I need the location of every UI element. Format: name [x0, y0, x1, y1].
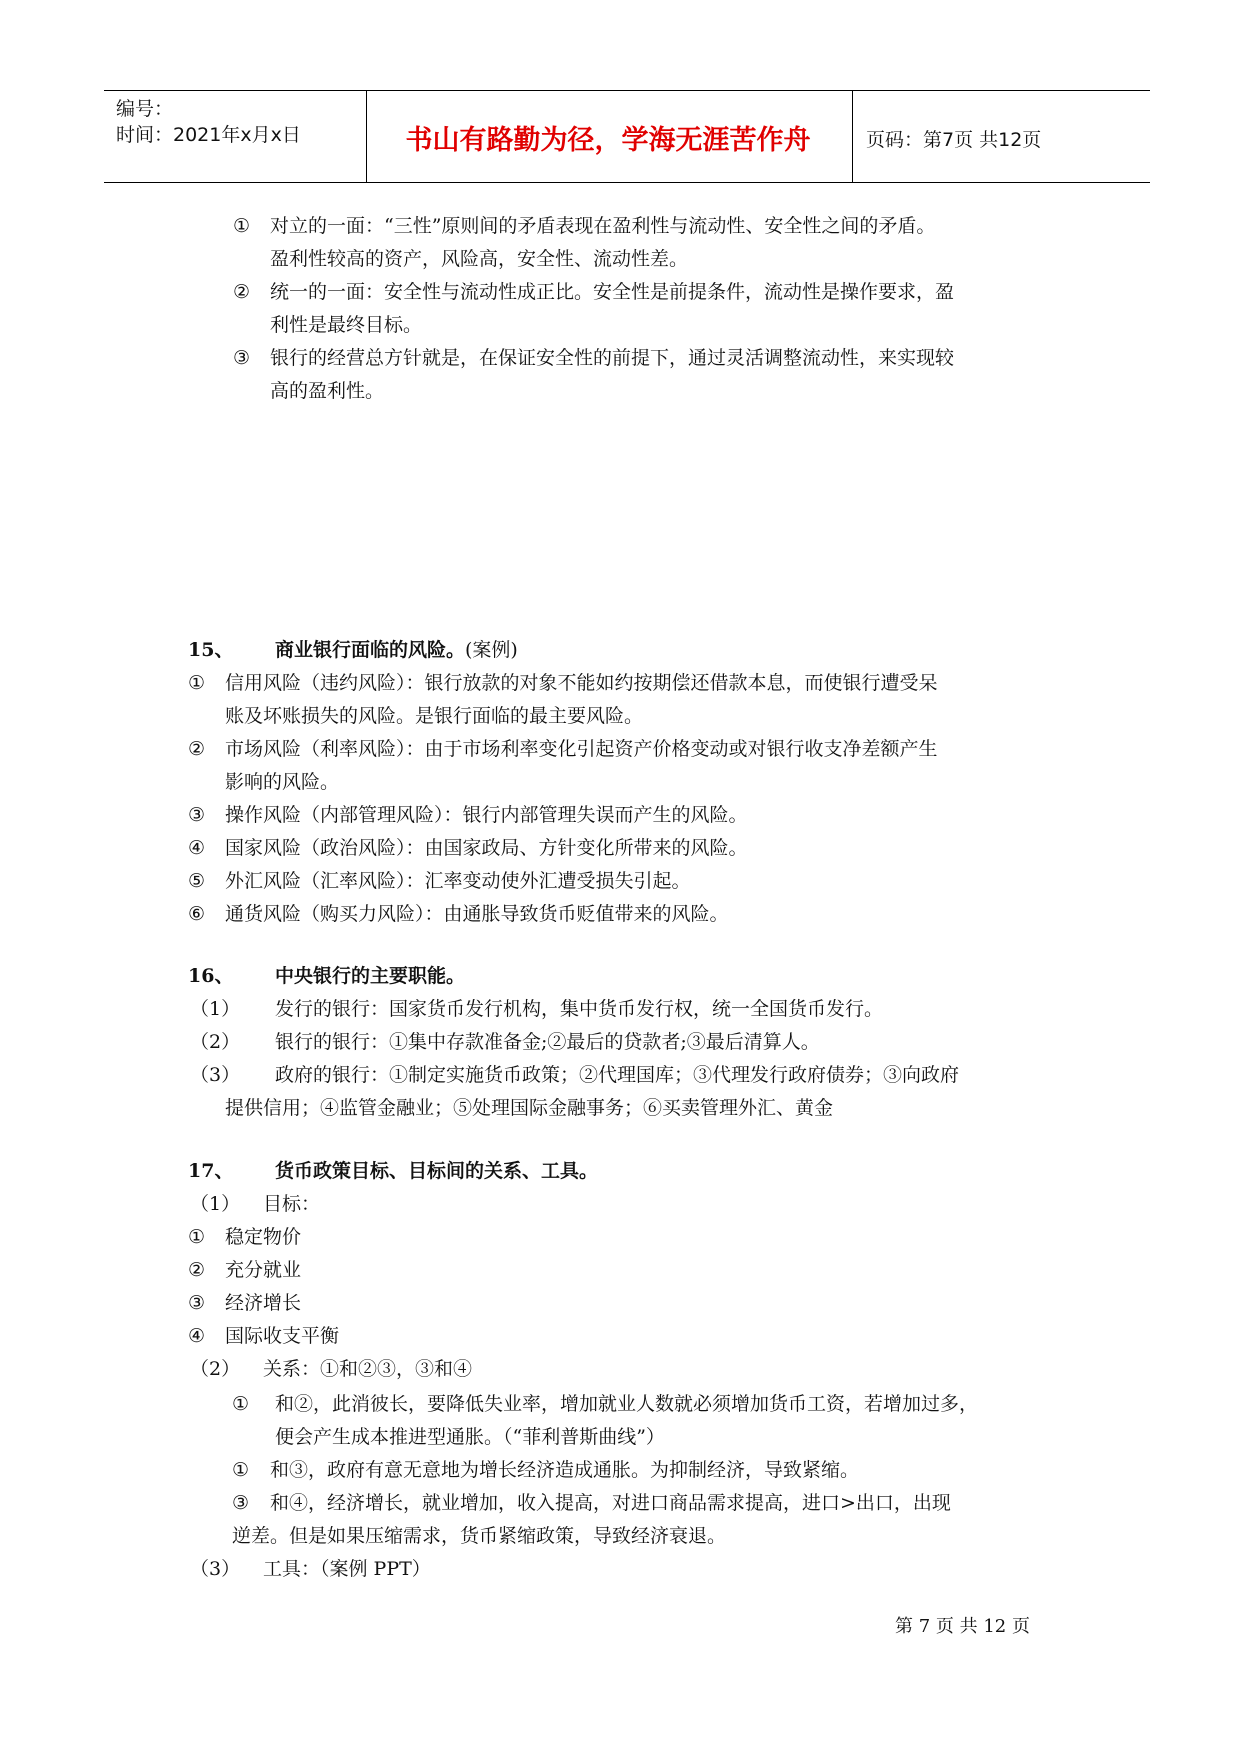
subheading-text: 工具：（案例 PPT）: [263, 1558, 431, 1580]
section-number: 16、: [188, 965, 234, 987]
list-item-line: 影响的风险。: [225, 771, 340, 793]
header-page-label: 页码：第7页 共12页: [866, 129, 1042, 151]
subheading-marker: （1）: [190, 1193, 241, 1215]
list-item-line: 充分就业: [225, 1259, 302, 1281]
section-title: 中央银行的主要职能。: [275, 965, 466, 987]
list-marker: ①: [188, 1226, 206, 1248]
list-marker: ①: [232, 1393, 250, 1415]
list-marker: ③: [232, 1492, 250, 1514]
list-marker: ①: [232, 1459, 250, 1481]
section-title-note: (案例): [465, 639, 518, 661]
list-item-line: 和③，政府有意无意地为增长经济造成通胀。为抑制经济，导致紧缩。: [270, 1459, 860, 1481]
subheading-marker: （2）: [190, 1358, 241, 1380]
list-item-line: 高的盈利性。: [270, 380, 385, 402]
list-marker: ④: [188, 1325, 206, 1347]
subheading-text: 关系：①和②③，③和④: [263, 1358, 473, 1380]
list-item-line: 对立的一面：“三性”原则间的矛盾表现在盈利性与流动性、安全性之间的矛盾。: [270, 215, 936, 237]
list-item-line: 银行的银行：①集中存款准备金;②最后的贷款者;③最后清算人。: [275, 1031, 820, 1053]
list-item-line: 统一的一面：安全性与流动性成正比。安全性是前提条件，流动性是操作要求，盈: [270, 281, 955, 303]
header-divider-right: [852, 90, 853, 182]
list-marker: ②: [188, 738, 206, 760]
list-item-line: 和②，此消彼长，要降低失业率，增加就业人数就必须增加货币工资，若增加过多，: [275, 1393, 979, 1415]
list-marker: （2）: [190, 1031, 241, 1053]
list-marker: ④: [188, 837, 206, 859]
subheading-text: 目标：: [263, 1193, 321, 1215]
list-marker: ②: [233, 281, 251, 303]
footer-page-number: 第 7 页 共 12 页: [895, 1616, 1030, 1637]
list-item-line: 逆差。但是如果压缩需求，货币紧缩政策，导致经济衰退。: [232, 1525, 727, 1547]
header-top-rule: [104, 90, 1150, 91]
list-marker: ③: [233, 347, 251, 369]
list-marker: （3）: [190, 1064, 241, 1086]
list-item-line: 政府的银行：①制定实施货币政策；②代理国库；③代理发行政府债券；③向政府: [275, 1064, 960, 1086]
list-item-line: 国际收支平衡: [225, 1325, 340, 1347]
list-item-line: 市场风险（利率风险）：由于市场利率变化引起资产价格变动或对银行收支净差额产生: [225, 738, 938, 760]
list-marker: ②: [188, 1259, 206, 1281]
list-marker: （1）: [190, 998, 241, 1020]
list-item-line: 便会产生成本推进型通胀。（“菲利普斯曲线”）: [275, 1426, 665, 1448]
list-marker: ⑥: [188, 903, 206, 925]
list-marker: ①: [188, 672, 206, 694]
subheading-marker: （3）: [190, 1558, 241, 1580]
header-bottom-rule: [104, 182, 1150, 183]
section-title-text: 商业银行面临的风险。: [275, 639, 466, 661]
list-item-line: 外汇风险（汇率风险）：汇率变动使外汇遭受损失引起。: [225, 870, 691, 892]
header-serial-label: 编号：: [116, 98, 174, 120]
section-title: 货币政策目标、目标间的关系、工具。: [275, 1160, 599, 1182]
list-item-line: 提供信用；④监管金融业；⑤处理国际金融事务；⑥买卖管理外汇、黄金: [225, 1097, 834, 1119]
section-number: 17、: [188, 1160, 234, 1182]
header-divider-left: [366, 90, 367, 182]
list-item-line: 通货风险（购买力风险）：由通胀导致货币贬值带来的风险。: [225, 903, 729, 925]
list-item-line: 稳定物价: [225, 1226, 302, 1248]
list-item-line: 和④，经济增长，就业增加，收入提高，对进口商品需求提高，进口>出口，出现: [270, 1492, 951, 1514]
list-item-line: 盈利性较高的资产，风险高，安全性、流动性差。: [270, 248, 689, 270]
list-item-line: 国家风险（政治风险）：由国家政局、方针变化所带来的风险。: [225, 837, 748, 859]
list-marker: ①: [233, 215, 251, 237]
header-time-label: 时间：2021年x月x日: [116, 124, 301, 146]
list-marker: ③: [188, 804, 206, 826]
list-item-line: 银行的经营总方针就是，在保证安全性的前提下，通过灵活调整流动性，来实现较: [270, 347, 955, 369]
list-item-line: 经济增长: [225, 1292, 302, 1314]
section-title: [275, 634, 518, 666]
list-marker: ⑤: [188, 870, 206, 892]
list-item-line: 利性是最终目标。: [270, 314, 423, 336]
list-item-line: 操作风险（内部管理风险）：银行内部管理失误而产生的风险。: [225, 804, 748, 826]
section-number: 15、: [188, 639, 234, 661]
list-item-line: 发行的银行：国家货币发行机构，集中货币发行权，统一全国货币发行。: [275, 998, 884, 1020]
list-item-line: 账及坏账损失的风险。是银行面临的最主要风险。: [225, 705, 644, 727]
header-motto: 书山有路勤为径，学海无涯苦作舟: [405, 125, 811, 156]
list-marker: ③: [188, 1292, 206, 1314]
list-item-line: 信用风险（违约风险）：银行放款的对象不能如约按期偿还借款本息，而使银行遭受呆: [225, 672, 938, 694]
